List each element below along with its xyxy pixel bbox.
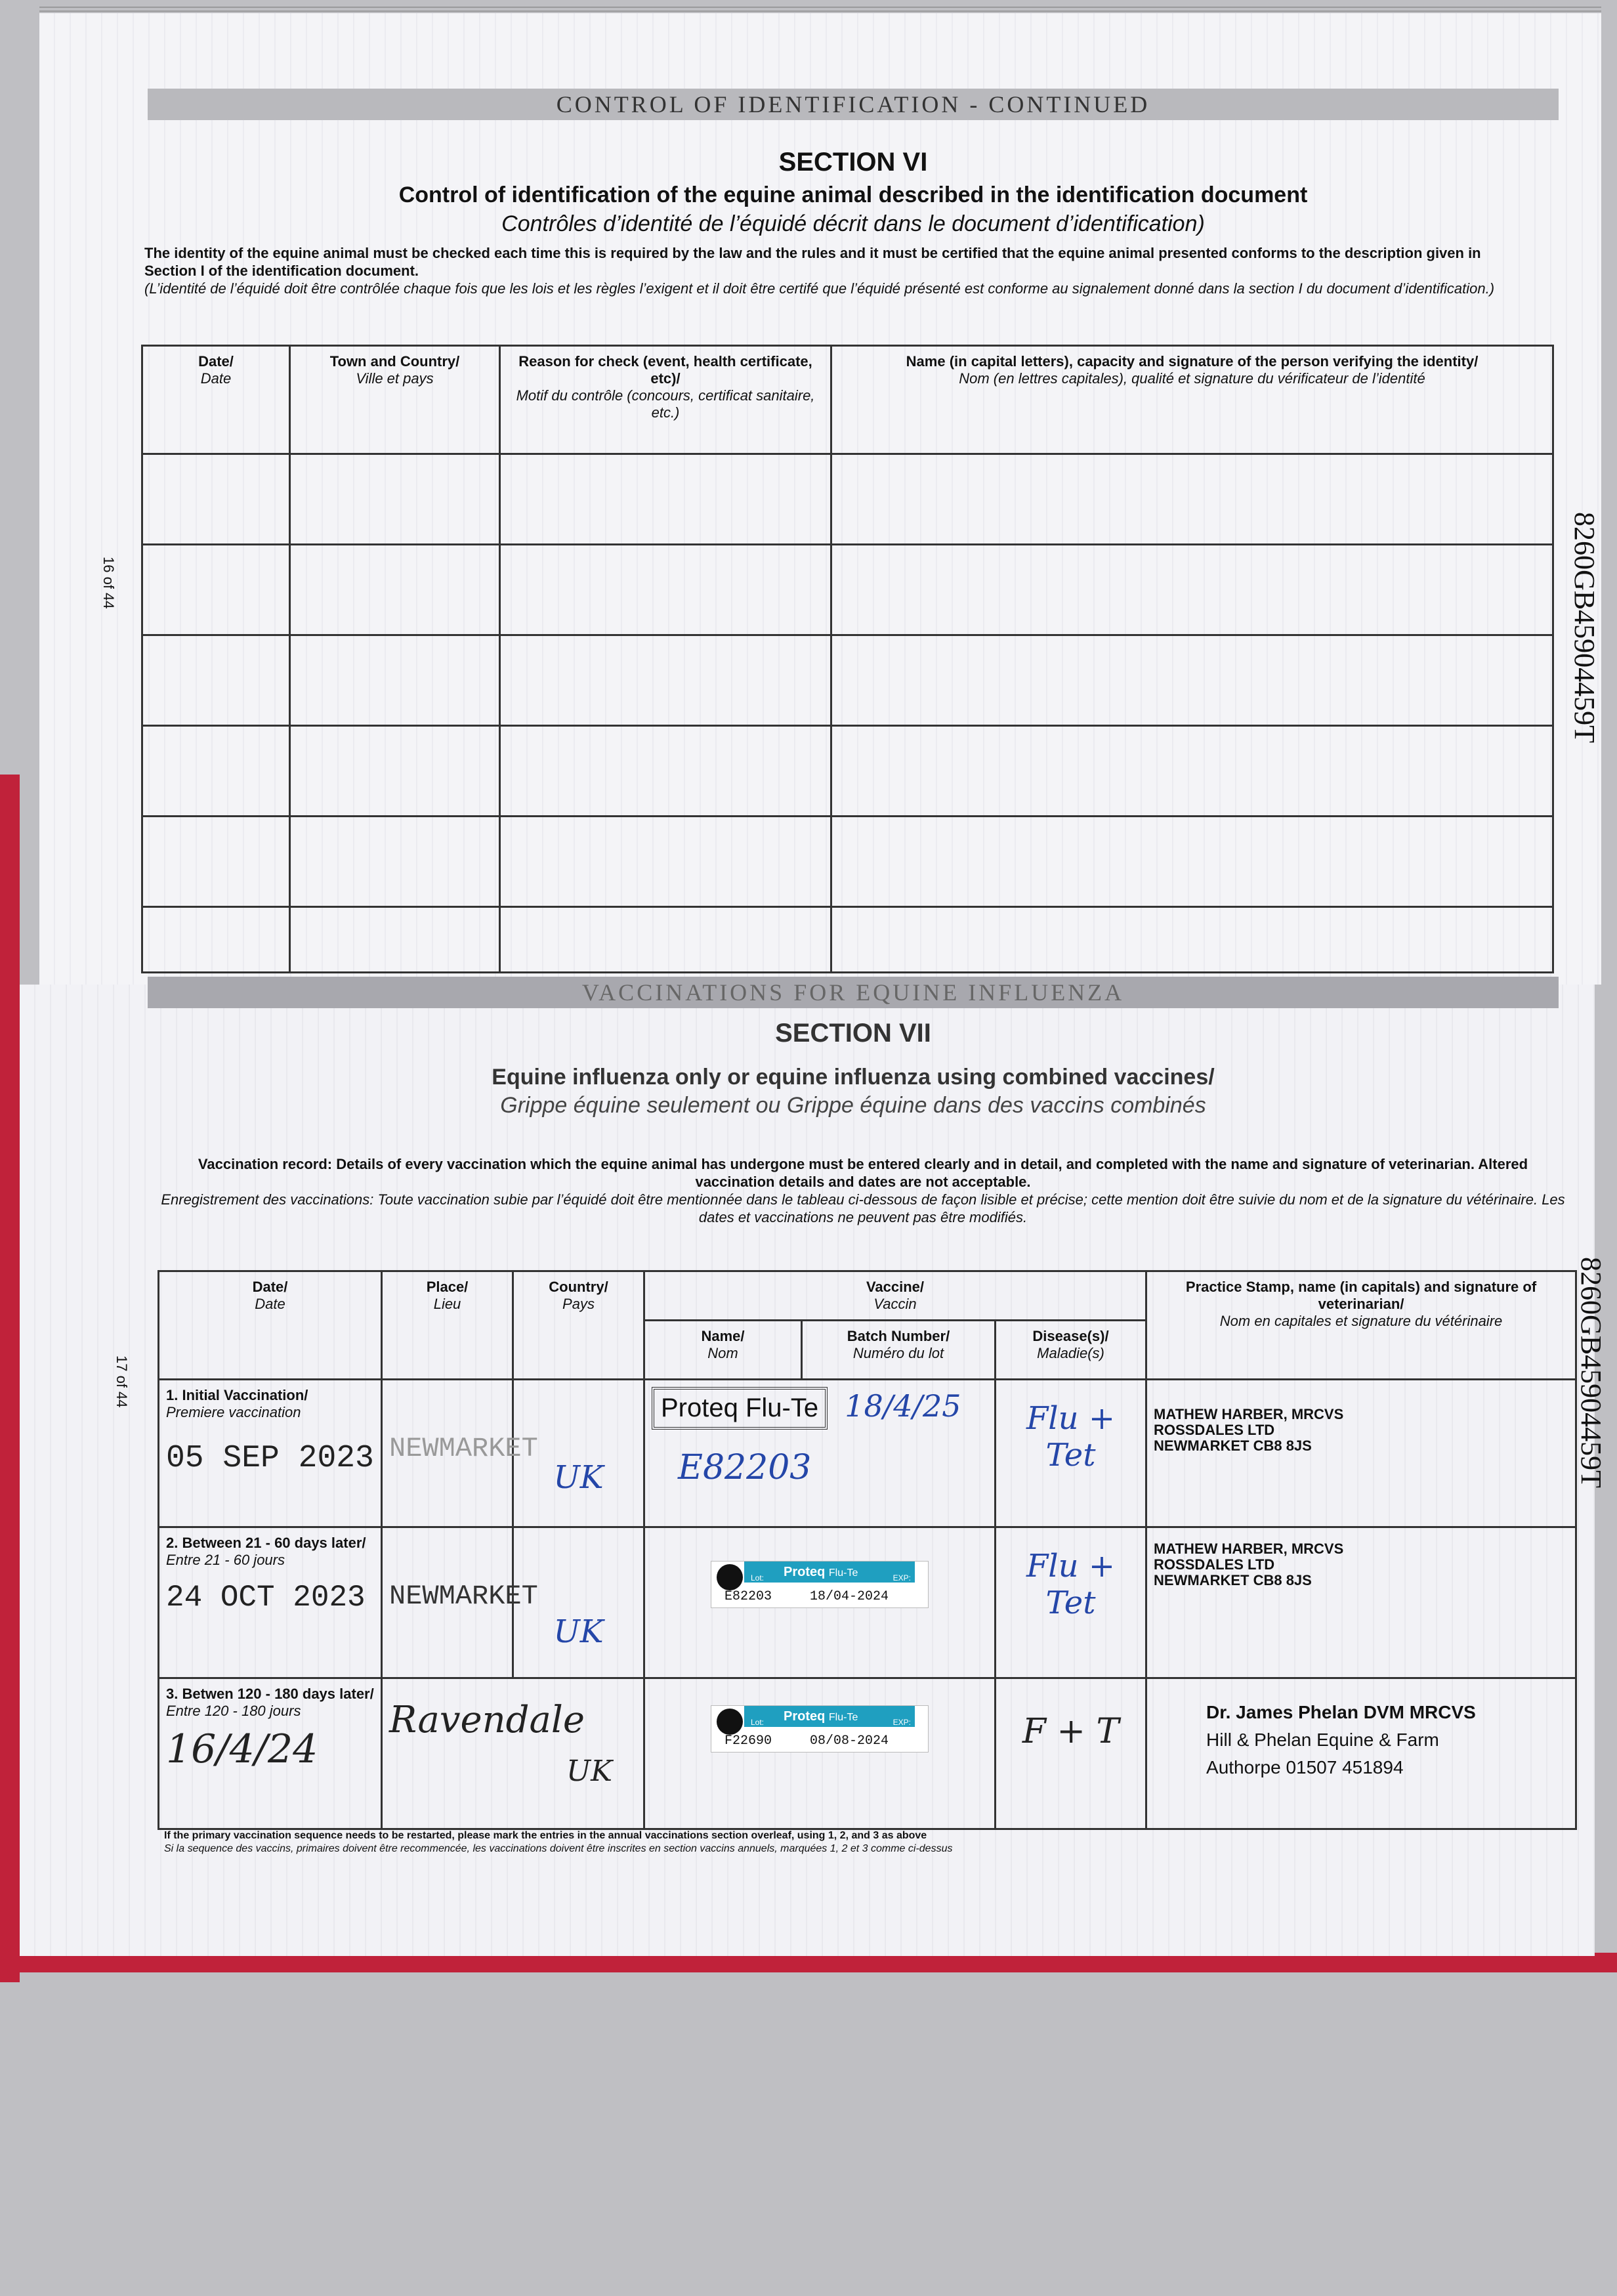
section-vii-heading: Equine influenza only or equine influenza using combined vaccines/ bbox=[492, 1065, 1215, 1090]
table-row bbox=[159, 1678, 1576, 1829]
section-vi-heading: Control of identification of the equine animal described in the identification document bbox=[398, 182, 1308, 207]
row2-disease: Flu + Tet bbox=[1026, 1548, 1116, 1621]
row3-date-cell: 3. Betwen 120 - 180 days later/ Entre 120 - 180 jours 16/4/24 bbox=[159, 1678, 382, 1829]
row1-disease-cell bbox=[996, 1380, 1146, 1527]
instructions-fr: (L’identité de l’équidé doit être contrôlée chaque fois que les lois et les règles l’exigent et il doit être certifé que l’équidé présenté est conforme au signalement donné dans la section I du document d’identification.) bbox=[144, 280, 1495, 297]
row2-practice-cell bbox=[1146, 1527, 1576, 1678]
section-vi-instructions bbox=[144, 244, 1536, 297]
identification-check-table bbox=[141, 345, 1554, 973]
row2-date: 24 OCT 2023 bbox=[166, 1581, 366, 1615]
footnote-fr: Si la sequence des vaccins, primaires doivent être recommencée, les vaccinations doivent être inscrites en section vaccins annuels, marquées 1, 2 et 3 comme ci-dessus bbox=[164, 1843, 953, 1854]
table-row bbox=[159, 1380, 1576, 1527]
col-vaccine: Vaccine/ Vaccin bbox=[644, 1271, 1146, 1321]
row1-vaccine-cell bbox=[644, 1380, 996, 1527]
section-vii-instructions bbox=[161, 1155, 1565, 1226]
row1-practice-stamp: MATHEW HARBER, MRCVS ROSSDALES LTD NEWMARKET CB8 8JS bbox=[1154, 1406, 1344, 1454]
table-row bbox=[142, 545, 1553, 635]
table-row bbox=[142, 817, 1553, 907]
row1-practice-cell bbox=[1146, 1380, 1576, 1527]
row2-disease-cell bbox=[996, 1527, 1146, 1678]
row2-practice-stamp: MATHEW HARBER, MRCVS ROSSDALES LTD NEWMARKET CB8 8JS bbox=[1154, 1541, 1344, 1588]
row2-exp: 18/04-2024 bbox=[810, 1589, 889, 1604]
col-disease: Disease(s)/ Maladie(s) bbox=[996, 1321, 1146, 1380]
vaccination-footnote bbox=[164, 1829, 1542, 1856]
row3-practice-stamp: Dr. James Phelan DVM MRCVS Hill & Phelan Equine & Farm Authorpe 01507 451894 bbox=[1206, 1702, 1476, 1777]
row1-expiry: 18/4/25 bbox=[845, 1388, 961, 1424]
table-row bbox=[142, 635, 1553, 726]
col-vaccine-name: Name/ Nom bbox=[644, 1321, 802, 1380]
row1-date-cell: 1. Initial Vaccination/ Premiere vaccination 05 SEP 2023 bbox=[159, 1380, 382, 1527]
table-row bbox=[142, 726, 1553, 817]
row3-exp: 08/08-2024 bbox=[810, 1733, 889, 1749]
col-verifier: Name (in capital letters), capacity and signature of the person verifying the identity/ Nom (en lettres capitales), qualité et signature du vérificateur de l’identité bbox=[831, 346, 1553, 454]
row2-place-cell bbox=[382, 1527, 538, 1678]
row2-country: UK bbox=[553, 1613, 604, 1650]
row1-vaccine-stamp: Proteq Flu-Te bbox=[652, 1387, 828, 1430]
row3-vaccine-sticker: Proteq Flu-Te Lot: EXP: F22690 08/08-2024 bbox=[711, 1705, 929, 1753]
row2-vaccine-sticker: Proteq Flu-Te Lot: EXP: E82203 18/04-2024 bbox=[711, 1561, 929, 1608]
section-vii-banner: VACCINATIONS FOR EQUINE INFLUENZA bbox=[148, 977, 1559, 1008]
row1-place-cell bbox=[382, 1380, 538, 1527]
cover-edge-left bbox=[0, 775, 20, 1982]
row2-date-cell: 2. Between 21 - 60 days later/ Entre 21 - 60 jours 24 OCT 2023 bbox=[159, 1527, 382, 1678]
col-country: Country/ Pays bbox=[513, 1271, 644, 1380]
row3-disease-cell bbox=[996, 1678, 1146, 1829]
row3-date: 16/4/24 bbox=[166, 1726, 318, 1772]
proteq-logo-icon bbox=[717, 1564, 743, 1590]
col-date: Date/ Date bbox=[142, 346, 290, 454]
col-date: Date/ Date bbox=[159, 1271, 382, 1380]
section-vii-heading-fr: Grippe équine seulement ou Grippe équine dans des vaccins combinés bbox=[500, 1093, 1206, 1118]
footnote-en: If the primary vaccination sequence needs to be restarted, please mark the entries in the annual vaccinations section overleaf, using 1, 2, and 3 as above bbox=[164, 1830, 927, 1841]
instructions-fr: Enregistrement des vaccinations: Toute vaccination subie par l’équidé doit être mentionnée dans le tableau ci-dessous de façon lisible et précise; cette mention doit être suivie du nom et de la signature du vétérinaire. Les dates et vaccinations ne peuvent pas être modifiés. bbox=[161, 1191, 1565, 1225]
table-row bbox=[142, 454, 1553, 545]
vaccination-table bbox=[158, 1270, 1577, 1830]
proteq-logo-icon bbox=[717, 1709, 743, 1735]
page-number-16: 16 of 44 bbox=[100, 557, 117, 609]
col-reason: Reason for check (event, health certificate, etc)/ Motif du contrôle (concours, certificat sanitaire, etc.) bbox=[500, 346, 831, 454]
col-batch: Batch Number/ Numéro du lot bbox=[802, 1321, 996, 1380]
row3-vaccine-cell bbox=[644, 1678, 996, 1829]
row3-country: UK bbox=[566, 1754, 612, 1788]
page-number-17: 17 of 44 bbox=[114, 1355, 130, 1408]
row1-place: NEWMARKET bbox=[389, 1433, 538, 1464]
row3-lot: F22690 bbox=[724, 1733, 772, 1749]
instructions-en: Vaccination record: Details of every vaccination which the equine animal has undergone must be entered clearly and in detail, and completed with the name and signature of veterinarian. Altered vaccination details and dates are not acceptable. bbox=[198, 1156, 1528, 1190]
passport-id-top: 8260GB45904459T bbox=[1568, 512, 1601, 743]
row1-date: 05 SEP 2023 bbox=[166, 1441, 374, 1476]
section-vi-banner: CONTROL OF IDENTIFICATION - CONTINUED bbox=[148, 89, 1559, 120]
col-place: Place/ Lieu bbox=[382, 1271, 513, 1380]
row2-lot: E82203 bbox=[724, 1589, 772, 1604]
row1-batch: E82203 bbox=[678, 1448, 812, 1487]
col-practice: Practice Stamp, name (in capitals) and signature of veterinarian/ Nom en capitales et signature du vétérinaire bbox=[1146, 1271, 1576, 1380]
section-vi-title: SECTION VI bbox=[778, 148, 928, 177]
row3-practice-cell bbox=[1146, 1678, 1576, 1829]
row3-place-cell bbox=[382, 1678, 644, 1829]
col-town-country: Town and Country/ Ville et pays bbox=[290, 346, 500, 454]
instructions-en: The identity of the equine animal must be checked each time this is required by the law and the rules and it must be certified that the equine animal presented conforms to the description given in Section I of the identification document. bbox=[144, 245, 1481, 279]
table-row bbox=[142, 907, 1553, 973]
row2-place: NEWMARKET bbox=[389, 1581, 538, 1612]
section-vii-title: SECTION VII bbox=[775, 1019, 931, 1048]
row1-disease: Flu + Tet bbox=[1026, 1400, 1116, 1474]
row3-place: Ravendale bbox=[389, 1699, 585, 1741]
section-vi-heading-fr: Contrôles d’identité de l’équidé décrit dans le document d’identification) bbox=[501, 211, 1205, 236]
table-row bbox=[159, 1527, 1576, 1678]
row2-vaccine-cell bbox=[644, 1527, 996, 1678]
row1-country: UK bbox=[553, 1459, 604, 1496]
passport-id-bottom: 8260GB45904459T bbox=[1575, 1257, 1607, 1488]
row3-disease: F + T bbox=[1022, 1712, 1120, 1751]
